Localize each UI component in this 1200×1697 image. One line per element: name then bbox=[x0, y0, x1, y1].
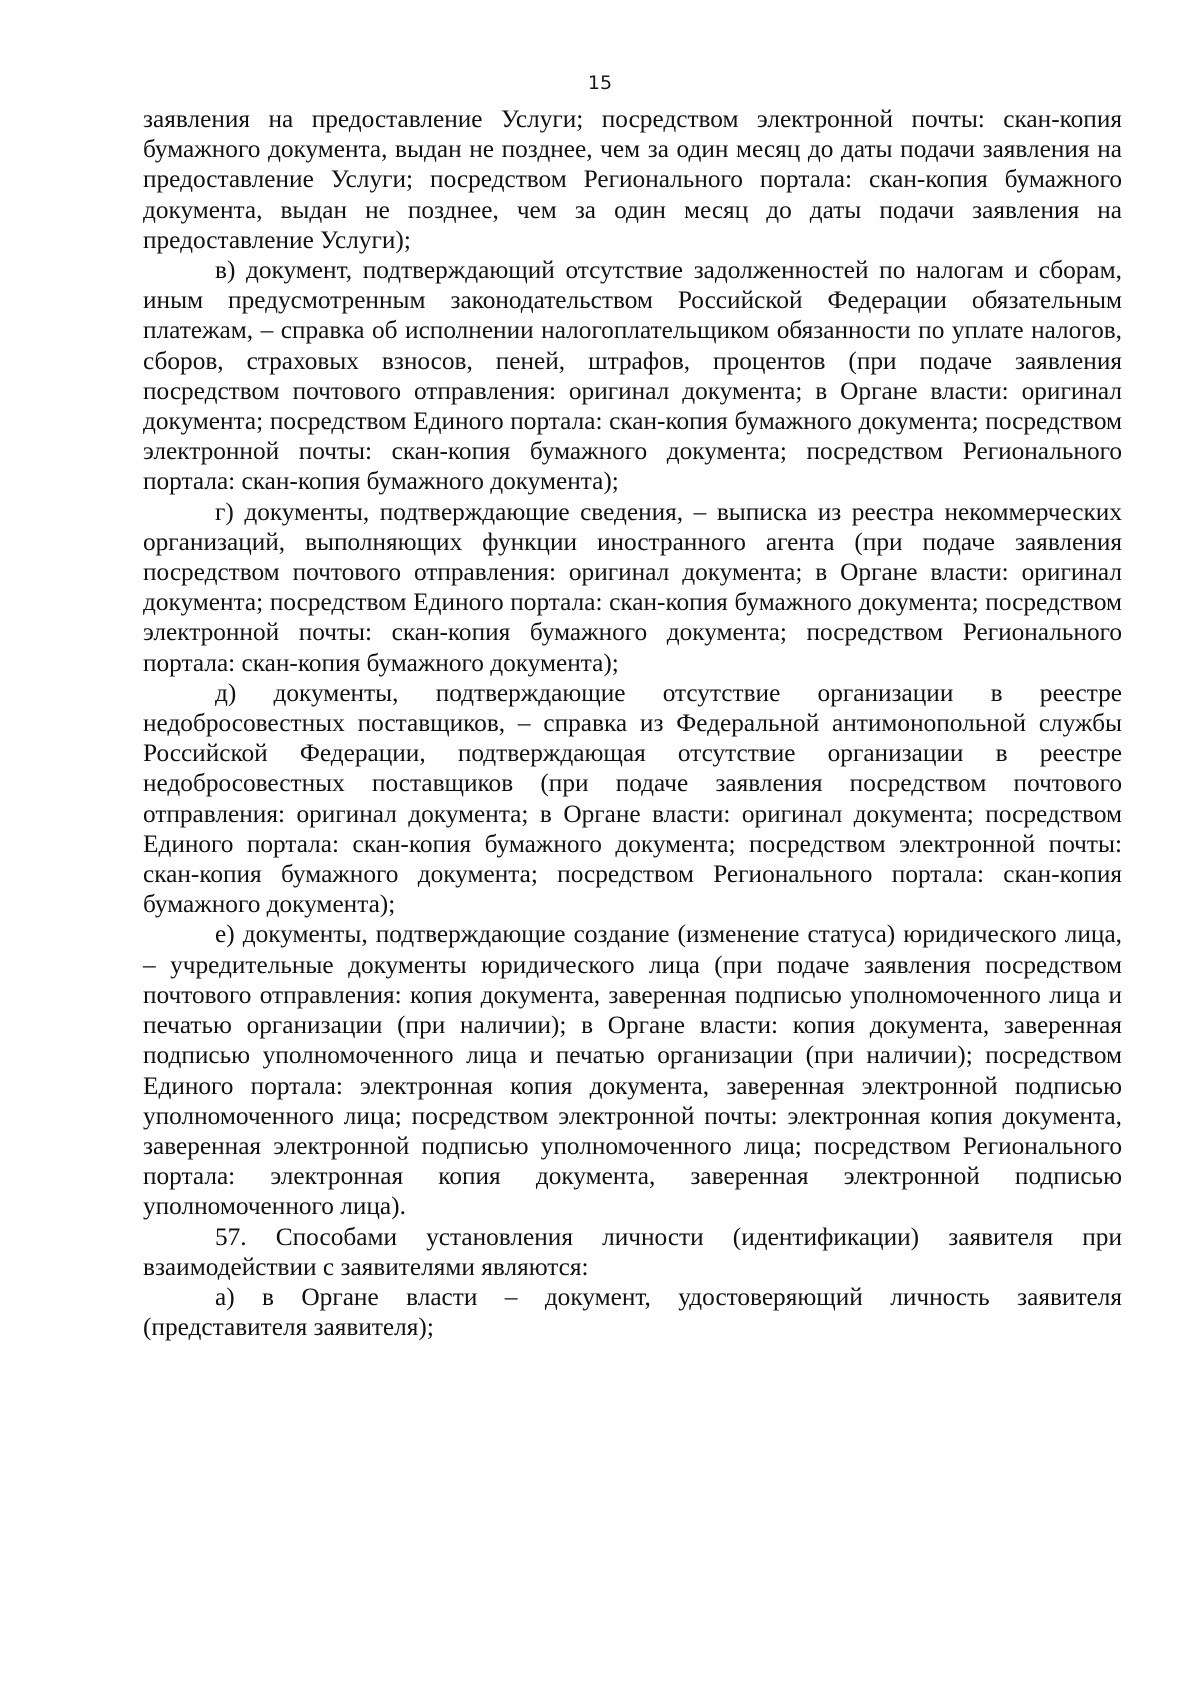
paragraph-item-a: а) в Органе власти – документ, удостоверяющий личность заявителя (представителя заявителя); bbox=[143, 1282, 1122, 1342]
paragraph-item-v: в) документ, подтверждающий отсутствие задолженностей по налогам и сборам, иным предусмотренным законодательством Российской Федерации обязательным платежам, – справка об исполнении налогоплательщиком обязанности по уплате налогов, сборов, страховых взносов, пеней, штрафов, процентов (при подаче заявления посредством почтового отправления: оригинал документа; в Органе власти: оригинал документа; посредством Единого портала: скан-копия бумажного документа; посредством электронной почты: скан-копия бумажного документа; посредством Регионального портала: скан-копия бумажного документа); bbox=[143, 256, 1122, 496]
paragraph-item-e: е) документы, подтверждающие создание (изменение статуса) юридического лица, – учредительные документы юридического лица (при подаче заявления посредством почтового отправления: копия документа, заверенная подписью уполномоченного лица и печатью организации (при наличии); в Органе власти: копия документа, заверенная подписью уполномоченного лица и печатью организации (при наличии); посредством Единого портала: электронная копия документа, заверенная электронной подписью уполномоченного лица; посредством электронной почты: электронная копия документа, заверенная электронной подписью уполномоченного лица; посредством Регионального портала: электронная копия документа, заверенная электронной подписью уполномоченного лица). bbox=[143, 920, 1122, 1221]
page-number: 15 bbox=[587, 72, 613, 94]
paragraph-continuation: заявления на предоставление Услуги; посредством электронной почты: скан-копия бумажного документа, выдан не позднее, чем за один месяц до даты подачи заявления на предоставление Услуги; посредством Регионального портала: скан-копия бумажного документа, выдан не позднее, чем за один месяц до даты подачи заявления на предоставление Услуги); bbox=[143, 105, 1122, 254]
paragraph-57: 57. Способами установления личности (идентификации) заявителя при взаимодействии с заявителями являются: bbox=[143, 1222, 1122, 1281]
paragraph-item-d: д) документы, подтверждающие отсутствие организации в реестре недобросовестных поставщиков, – справка из Федеральной антимонопольной службы Российской Федерации, подтверждающая отсутствие организации в реестре недобросовестных поставщиков (при подаче заявления посредством почтового отправления: оригинал документа; в Органе власти: оригинал документа; посредством Единого портала: скан-копия бумажного документа; посредством электронной почты: скан-копия бумажного документа; посредством Регионального портала: скан-копия бумажного документа); bbox=[143, 678, 1122, 919]
paragraph-item-g: г) документы, подтверждающие сведения, – выписка из реестра некоммерческих организаций, выполняющих функции иностранного агента (при подаче заявления посредством почтового отправления: оригинал документа; в Органе власти: оригинал документа; посредством Единого портала: скан-копия бумажного документа; посредством электронной почты: скан-копия бумажного документа; посредством Регионального портала: скан-копия бумажного документа); bbox=[143, 497, 1122, 677]
document-body bbox=[143, 104, 1122, 1342]
